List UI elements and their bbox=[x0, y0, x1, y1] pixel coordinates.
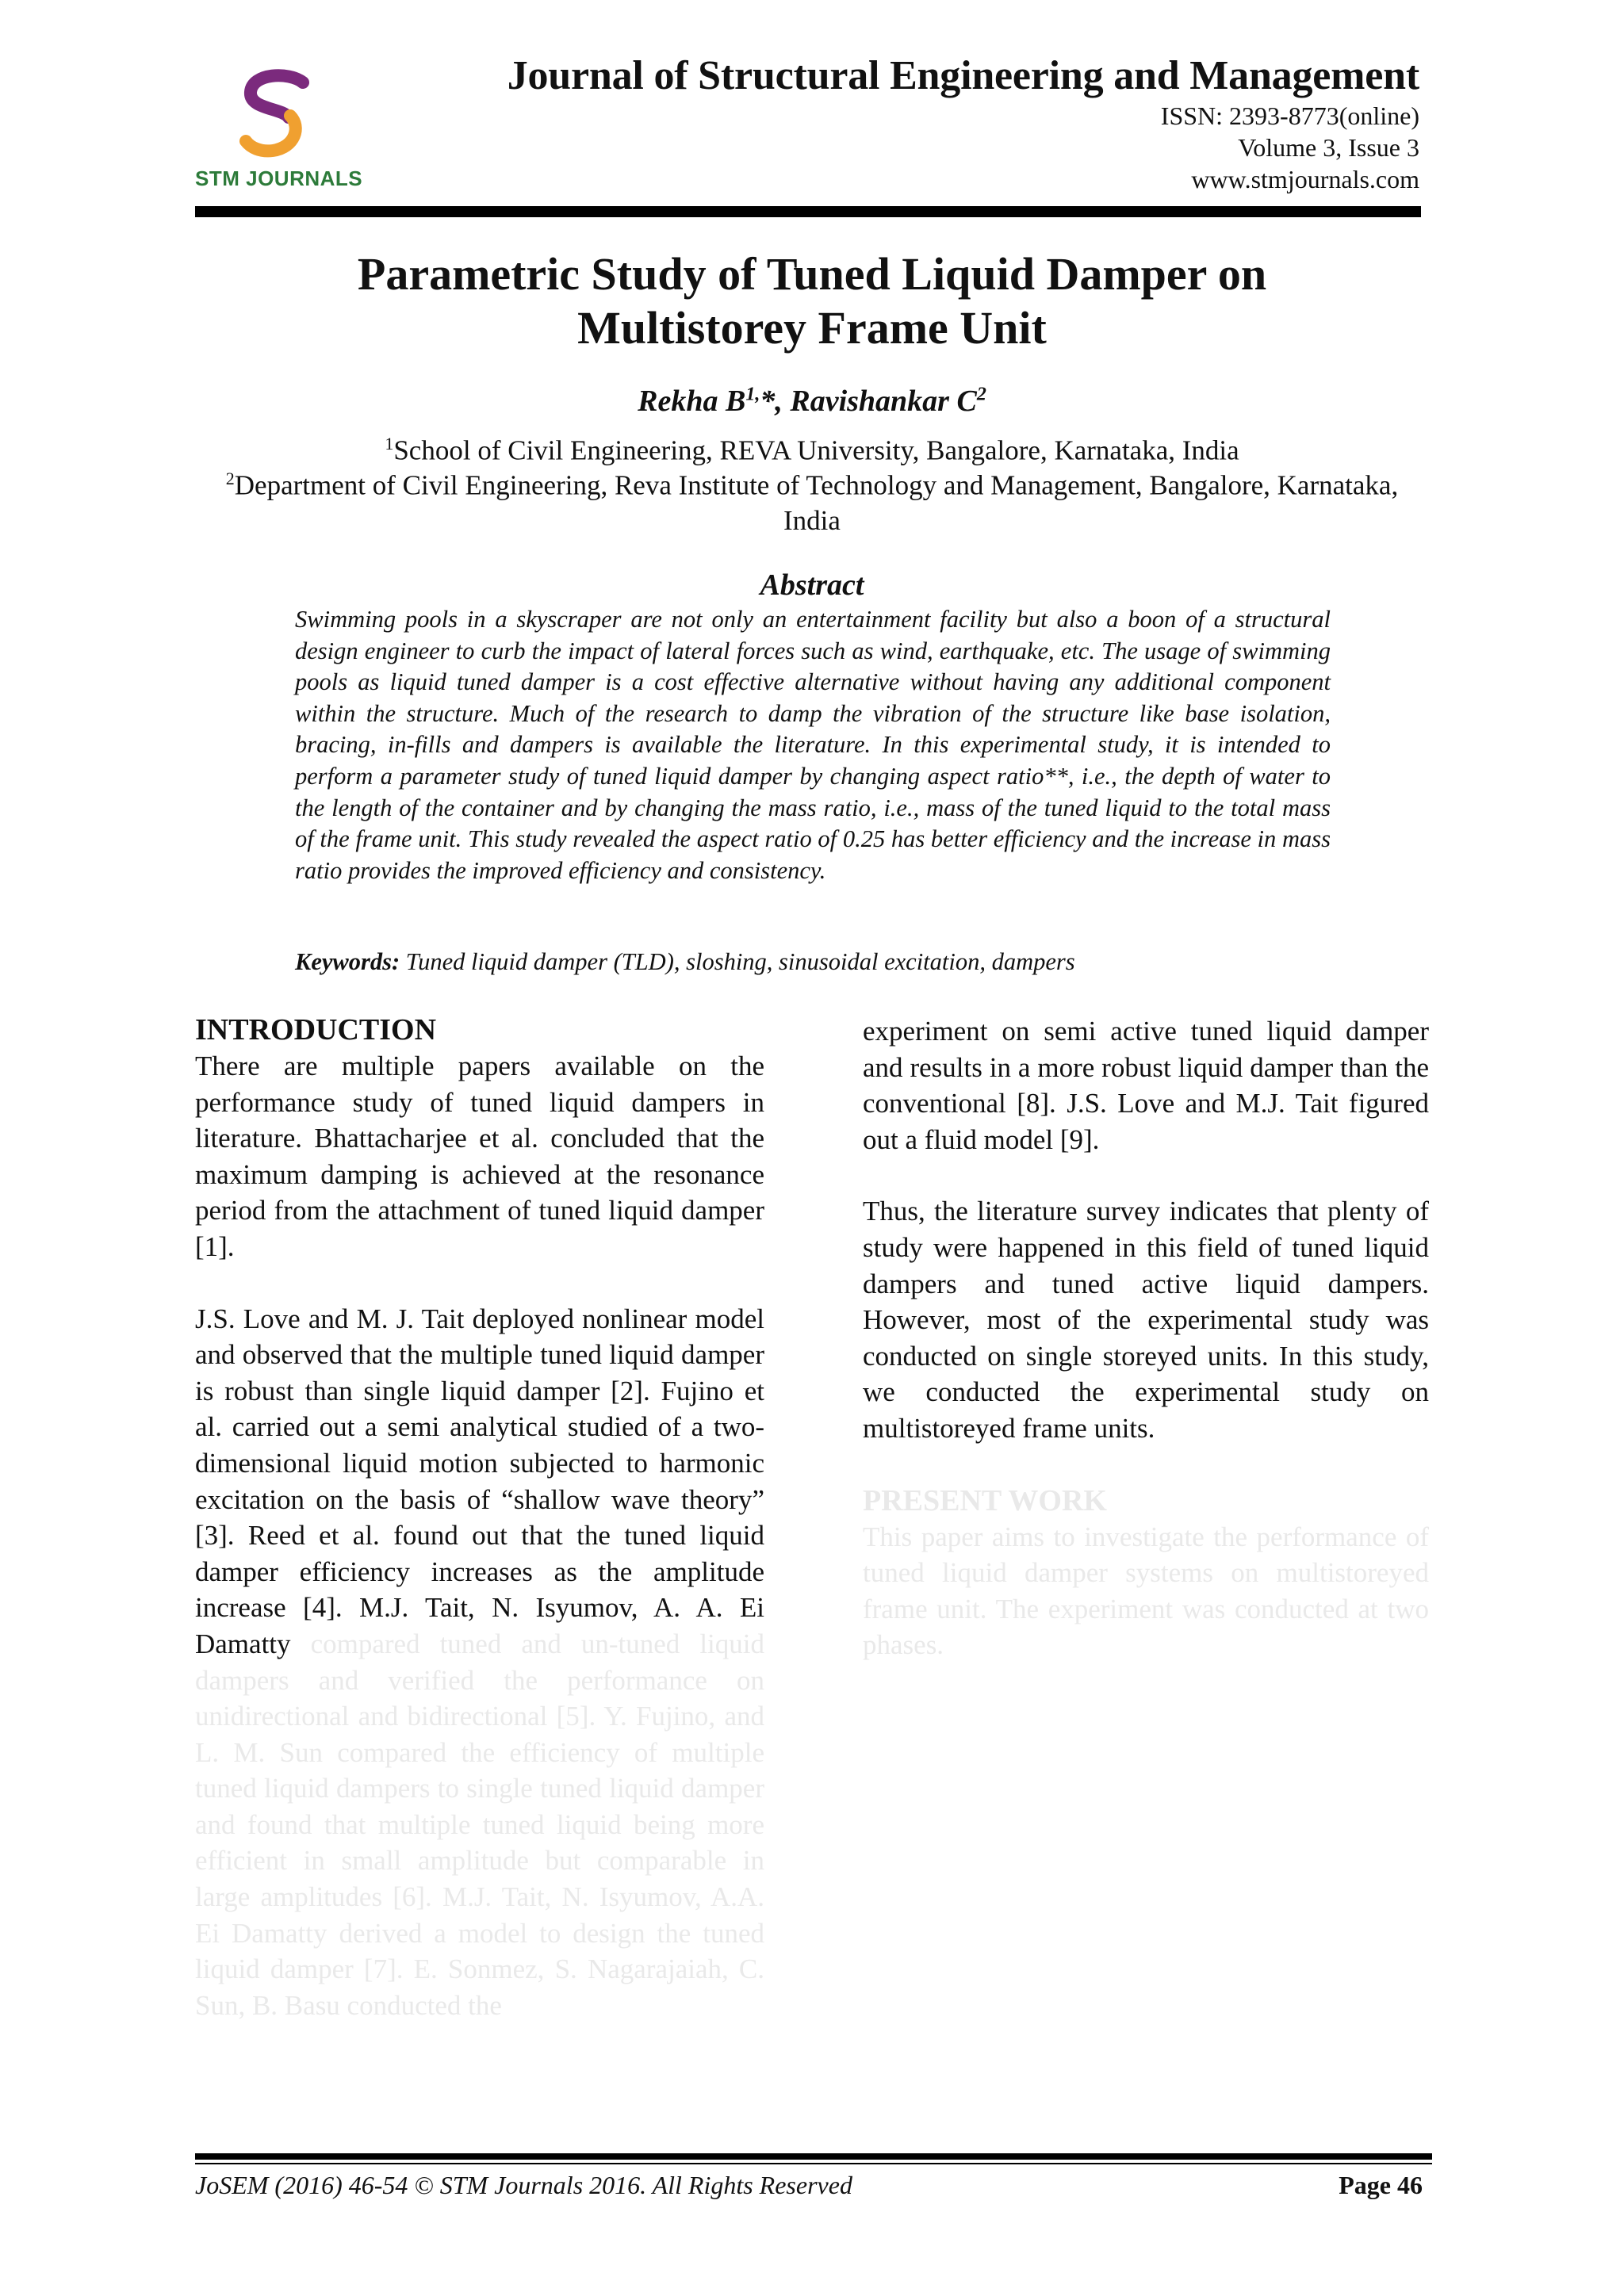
corresponding-mark: *, bbox=[760, 385, 791, 418]
introduction-paragraph-2-faded: compared tuned and un-tuned liquid dampers and verified the performance on unidirectional and bidirectional [5]. Y. Fujino, and L. M. Sun compared the efficiency of multiple tuned liquid dampers to single tuned liquid damper and found that multiple tuned liquid being more efficient in small amplitude but comparable in large amplitudes [6]. M.J. Tait, N. Isyumov, A.A. Ei Damatty derived a model to design the tuned liquid damper [7]. E. Sonmez, S. Nagarajaiah, C. Sun, B. Basu conducted the bbox=[195, 1628, 765, 2021]
footer-rule-thin bbox=[195, 2163, 1432, 2164]
affiliation-1-text: School of Civil Engineering, REVA University, Bangalore, Karnataka, India bbox=[393, 434, 1239, 466]
abstract-heading: Abstract bbox=[760, 568, 864, 602]
author-1: Rekha B bbox=[638, 385, 746, 418]
volume-issue: Volume 3, Issue 3 bbox=[1238, 133, 1419, 162]
abstract-text: Swimming pools in a skyscraper are not only an entertainment facility but also a boon of a structural design engineer to curb the impact of lateral forces such as wind, earthquake, etc. The usage of swimming pools as liquid tuned damper is a cost effective alternative without having any additional component within the structure. Much of the research to damp the vibration of the structure like base isolation, bracing, in-fills and dampers is available the literature. In this experimental study, it is intended to perform a parameter study of tuned liquid damper by changing aspect ratio**, i.e., the depth of water to the length of the container and by changing the mass ratio, i.e., mass of the tuned liquid to the total mass of the frame unit. This study revealed the aspect ratio of 0.25 has better efficiency and the increase in mass ratio provides the improved efficiency and consistency. bbox=[295, 606, 1331, 884]
journal-website: www.stmjournals.com bbox=[1191, 165, 1419, 193]
footer-citation: JoSEM (2016) 46-54 © STM Journals 2016. All Rights Reserved bbox=[195, 2171, 852, 2199]
author-list bbox=[238, 384, 1386, 419]
paper-title-line-1: Parametric Study of Tuned Liquid Damper on bbox=[357, 248, 1267, 300]
author-1-superscript: 1, bbox=[745, 384, 760, 405]
right-column bbox=[863, 1013, 1429, 1663]
affiliation-2-marker: 2 bbox=[225, 469, 235, 488]
affiliation-2 bbox=[206, 461, 1418, 538]
introduction-paragraph-1: There are multiple papers available on the performance study of tuned liquid dampers in literature. Bhattacharjee et al. concluded that the maximum damping is achieved at the resonance period from the attachment of tuned liquid damper [1]. bbox=[195, 1050, 764, 1262]
right-paragraph-1: experiment on semi active tuned liquid damper and results in a more robust liquid damper than the conventional [8]. J.S. Love and M.J. Tait figured out a fluid model [9]. bbox=[863, 1016, 1429, 1155]
author-2-superscript: 2 bbox=[976, 384, 986, 405]
left-column bbox=[195, 1012, 764, 2023]
present-work-paragraph: This paper aims to investigate the performance of tuned liquid damper systems on multistoreyed frame unit. The experiment was conducted at two phases. bbox=[863, 1521, 1429, 1661]
paper-title-line-2: Multistorey Frame Unit bbox=[577, 302, 1047, 354]
stm-logo-icon bbox=[233, 68, 320, 163]
present-work-heading: PRESENT WORK bbox=[863, 1483, 1107, 1517]
right-paragraph-2: Thus, the literature survey indicates that plenty of study were happened in this field of tuned liquid dampers and tuned active liquid dampers. However, most of the experimental study was conducted on single storeyed units. In this study, we conducted the experimental study on multistoreyed frame units. bbox=[863, 1196, 1429, 1444]
paper-title bbox=[238, 247, 1386, 355]
introduction-paragraph-2-visible: J.S. Love and M. J. Tait deployed nonlinear model and observed that the multiple tuned liquid damper is robust than single liquid damper [2]. Fujino et al. carried out a semi analytical studied of a two-dimensional liquid motion subjected to harmonic excitation on the basis of “shallow wave theory” [3]. Reed et al. found out that the tuned liquid damper efficiency increases as the amplitude increase [4]. M.J. Tait, N. Isyumov, A. A. Ei Damatty bbox=[195, 1303, 764, 1659]
keywords-label: Keywords: bbox=[295, 948, 400, 975]
journal-logo bbox=[195, 68, 370, 203]
logo-text: STM JOURNALS bbox=[195, 166, 363, 190]
issn: ISSN: 2393-8773(online) bbox=[1160, 101, 1419, 130]
affiliation-1-marker: 1 bbox=[385, 434, 394, 453]
footer-rule-thick bbox=[195, 2153, 1432, 2160]
page-number: Page 46 bbox=[1339, 2171, 1423, 2199]
introduction-paragraph-2 bbox=[195, 1301, 764, 2024]
affiliation-2-text: Department of Civil Engineering, Reva Institute of Technology and Management, Bangalore, Karnataka, India bbox=[234, 469, 1399, 536]
present-work-section bbox=[863, 1483, 1429, 1663]
keywords bbox=[295, 948, 1331, 976]
keywords-list: Tuned liquid damper (TLD), sloshing, sinusoidal excitation, dampers bbox=[400, 948, 1075, 975]
author-2: Ravishankar C bbox=[790, 385, 977, 418]
introduction-heading: INTRODUCTION bbox=[195, 1013, 437, 1047]
journal-title: Journal of Structural Engineering and Management bbox=[507, 53, 1419, 98]
header-rule bbox=[195, 206, 1421, 217]
